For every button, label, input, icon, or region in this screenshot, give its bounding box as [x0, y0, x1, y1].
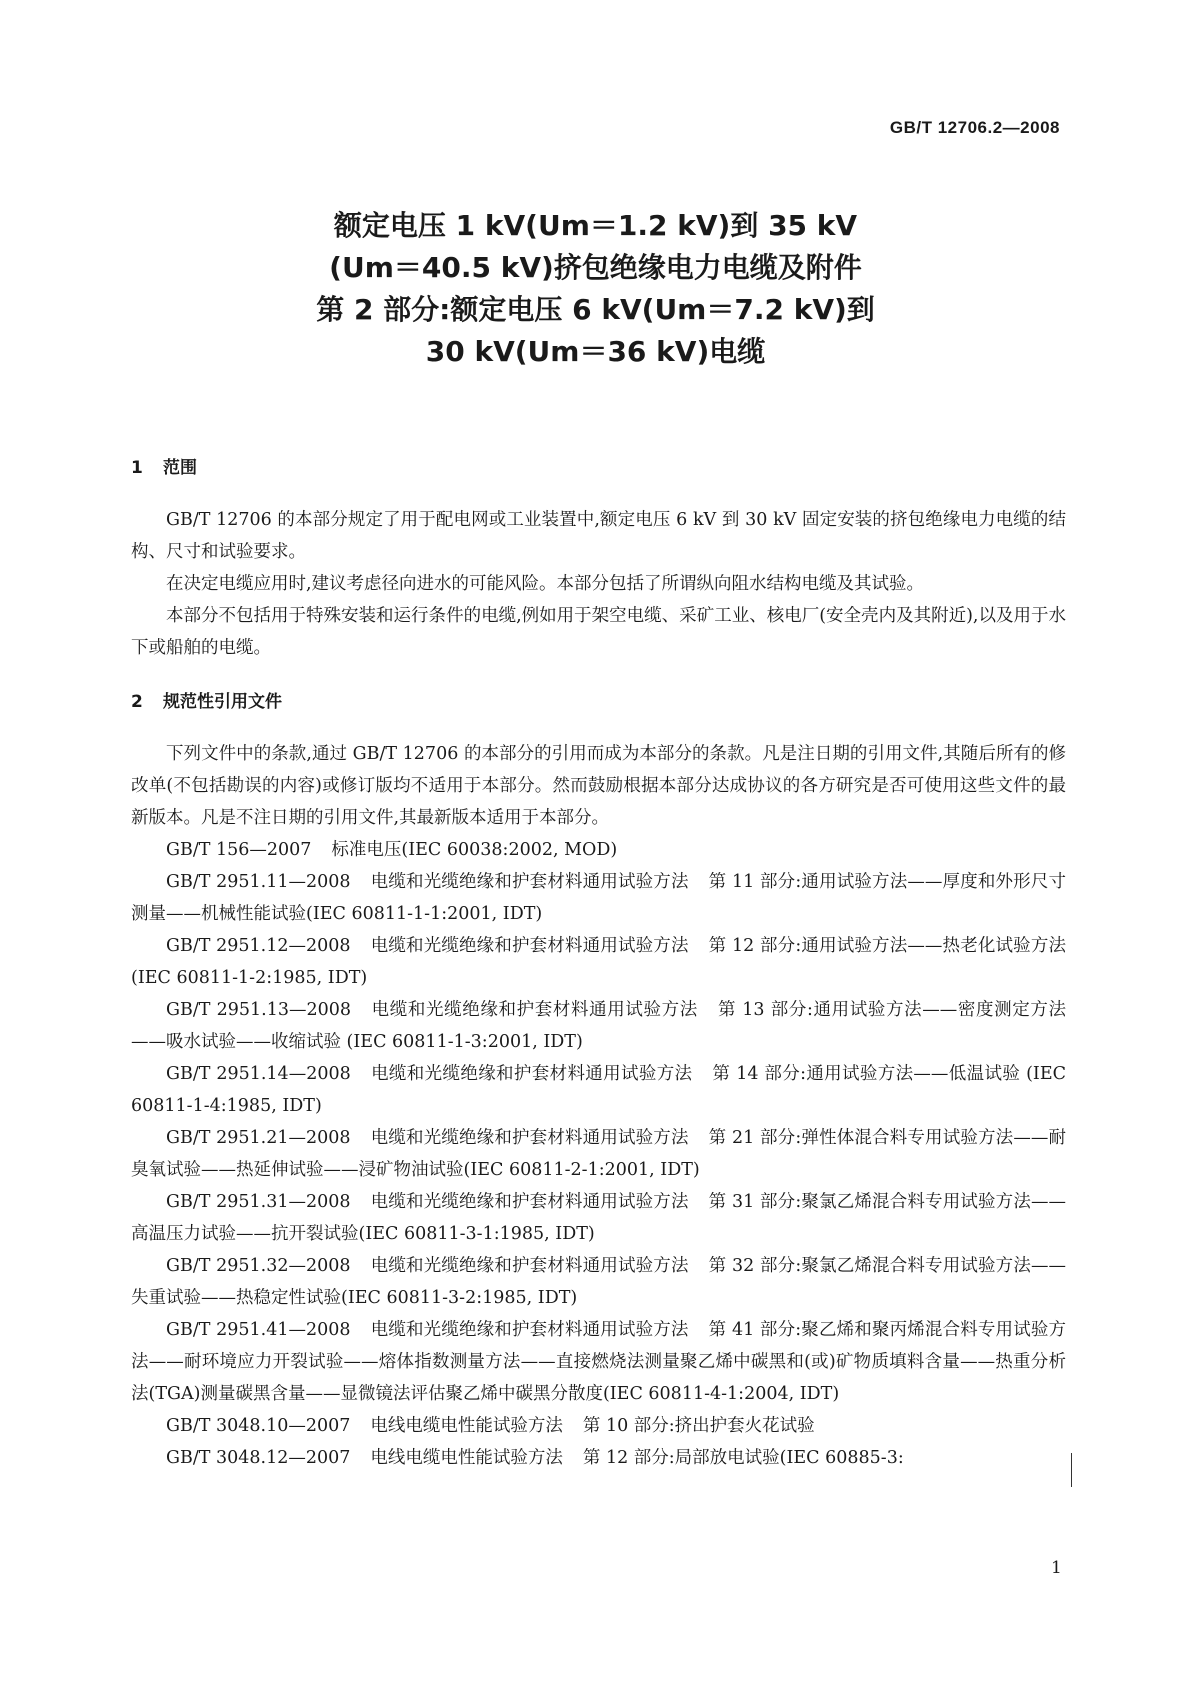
document-body: [131, 452, 1066, 1474]
paragraph: 在决定电缆应用时,建议考虑径向进水的可能风险。本部分包括了所谓纵向阻水结构电缆及其试验。: [166, 574, 925, 594]
reference-code: GB/T 2951.12—2008: [166, 936, 351, 956]
reference-title: 电缆和光缆绝缘和护套材料通用试验方法: [370, 1192, 689, 1212]
reference-code: GB/T 3048.10—2007: [166, 1416, 351, 1436]
section-heading: [131, 452, 1066, 484]
reference-item: [131, 1058, 1066, 1122]
reference-part: 第 31 部分:聚氯乙烯混合料专用试验方法——高温压力试验——抗开裂试验(IEC 60811-3-1:1985, IDT): [131, 1192, 1067, 1244]
reference-item: [131, 1442, 1066, 1474]
reference-code: GB/T 156—2007: [166, 840, 312, 860]
reference-code: GB/T 2951.41—2008: [166, 1320, 351, 1340]
reference-code: GB/T 2951.14—2008: [166, 1064, 351, 1084]
reference-part: 第 21 部分:弹性体混合料专用试验方法——耐臭氧试验——热延伸试验——浸矿物油试验(IEC 60811-2-1:2001, IDT): [131, 1128, 1067, 1180]
reference-title: 电线电缆电性能试验方法: [370, 1448, 563, 1468]
reference-title: 标准电压(IEC 60038:2002, MOD): [331, 840, 618, 860]
reference-part: 第 12 部分:局部放电试验(IEC 60885-3:: [582, 1448, 904, 1468]
reference-part: 第 12 部分:通用试验方法——热老化试验方法 (IEC 60811-1-2:1985, IDT): [131, 936, 1067, 988]
standard-code: GB/T 12706.2—2008: [889, 118, 1060, 137]
reference-code: GB/T 2951.32—2008: [166, 1256, 351, 1276]
reference-item: [131, 930, 1066, 994]
paragraph: 下列文件中的条款,通过 GB/T 12706 的本部分的引用而成为本部分的条款。凡是注日期的引用文件,其随后所有的修改单(不包括勘误的内容)或修订版均不适用于本部分。然而鼓励根据本部分达成协议的各方研究是否可使用这些文件的最新版本。凡是不注日期的引用文件,其最新版本适用于本部分。: [131, 744, 1066, 828]
title-line: 额定电压 1 kV(Um＝1.2 kV)到 35 kV: [333, 209, 858, 242]
section-number: 1: [131, 458, 143, 478]
reference-code: GB/T 2951.11—2008: [166, 872, 351, 892]
page-number: 1: [1051, 1558, 1062, 1578]
reference-part: 第 14 部分:通用试验方法——低温试验 (IEC 60811-1-4:1985, IDT): [131, 1064, 1067, 1116]
reference-item: [131, 1314, 1066, 1410]
reference-code: GB/T 2951.31—2008: [166, 1192, 351, 1212]
reference-item: [131, 994, 1066, 1058]
title-line: 第 2 部分:额定电压 6 kV(Um＝7.2 kV)到: [316, 293, 875, 326]
reference-title: 电缆和光缆绝缘和护套材料通用试验方法: [370, 936, 689, 956]
section-heading: [131, 686, 1066, 718]
reference-title: 电缆和光缆绝缘和护套材料通用试验方法: [370, 1320, 689, 1340]
reference-item: [131, 1410, 1066, 1442]
section-number: 2: [131, 692, 143, 712]
reference-code: GB/T 3048.12—2007: [166, 1448, 351, 1468]
title-line: 30 kV(Um＝36 kV)电缆: [425, 335, 766, 368]
reference-title: 电缆和光缆绝缘和护套材料通用试验方法: [370, 1064, 693, 1084]
reference-item: [131, 866, 1066, 930]
paragraph: 本部分不包括用于特殊安装和运行条件的电缆,例如用于架空电缆、采矿工业、核电厂(安全壳内及其附近),以及用于水下或船舶的电缆。: [131, 606, 1066, 658]
reference-part: 第 41 部分:聚乙烯和聚丙烯混合料专用试验方法——耐环境应力开裂试验——熔体指数测量方法——直接燃烧法测量聚乙烯中碳黑和(或)矿物质填料含量——热重分析法(TGA)测量碳黑含量——显微镜法评估聚乙烯中碳黑分散度(IEC 60811-4-1:2004, IDT): [131, 1320, 1067, 1404]
reference-code: GB/T 2951.21—2008: [166, 1128, 351, 1148]
reference-item: [131, 1186, 1066, 1250]
reference-part: 第 13 部分:通用试验方法——密度测定方法——吸水试验——收缩试验 (IEC 60811-1-3:2001, IDT): [131, 1000, 1067, 1052]
reference-item: [131, 1122, 1066, 1186]
paragraph: GB/T 12706 的本部分规定了用于配电网或工业装置中,额定电压 6 kV 到 30 kV 固定安装的挤包绝缘电力电缆的结构、尺寸和试验要求。: [131, 510, 1066, 562]
section-normative-references: [131, 686, 1066, 1474]
reference-code: GB/T 2951.13—2008: [166, 1000, 352, 1020]
reference-part: 第 10 部分:挤出护套火花试验: [582, 1416, 815, 1436]
reference-part: 第 11 部分:通用试验方法——厚度和外形尺寸测量——机械性能试验(IEC 60811-1-1:2001, IDT): [131, 872, 1067, 924]
reference-item: [131, 834, 1066, 866]
document-title: [0, 205, 1191, 373]
reference-title: 电线电缆电性能试验方法: [370, 1416, 563, 1436]
section-title: 范围: [163, 458, 197, 478]
reference-item: [131, 1250, 1066, 1314]
section-title: 规范性引用文件: [163, 692, 282, 712]
margin-change-bar: [1071, 1453, 1072, 1487]
reference-title: 电缆和光缆绝缘和护套材料通用试验方法: [371, 1000, 698, 1020]
section-scope: [131, 452, 1066, 664]
title-line: (Um＝40.5 kV)挤包绝缘电力电缆及附件: [329, 251, 862, 284]
reference-title: 电缆和光缆绝缘和护套材料通用试验方法: [370, 1128, 689, 1148]
reference-title: 电缆和光缆绝缘和护套材料通用试验方法: [370, 872, 689, 892]
reference-part: 第 32 部分:聚氯乙烯混合料专用试验方法——失重试验——热稳定性试验(IEC 60811-3-2:1985, IDT): [131, 1256, 1067, 1308]
reference-title: 电缆和光缆绝缘和护套材料通用试验方法: [370, 1256, 689, 1276]
